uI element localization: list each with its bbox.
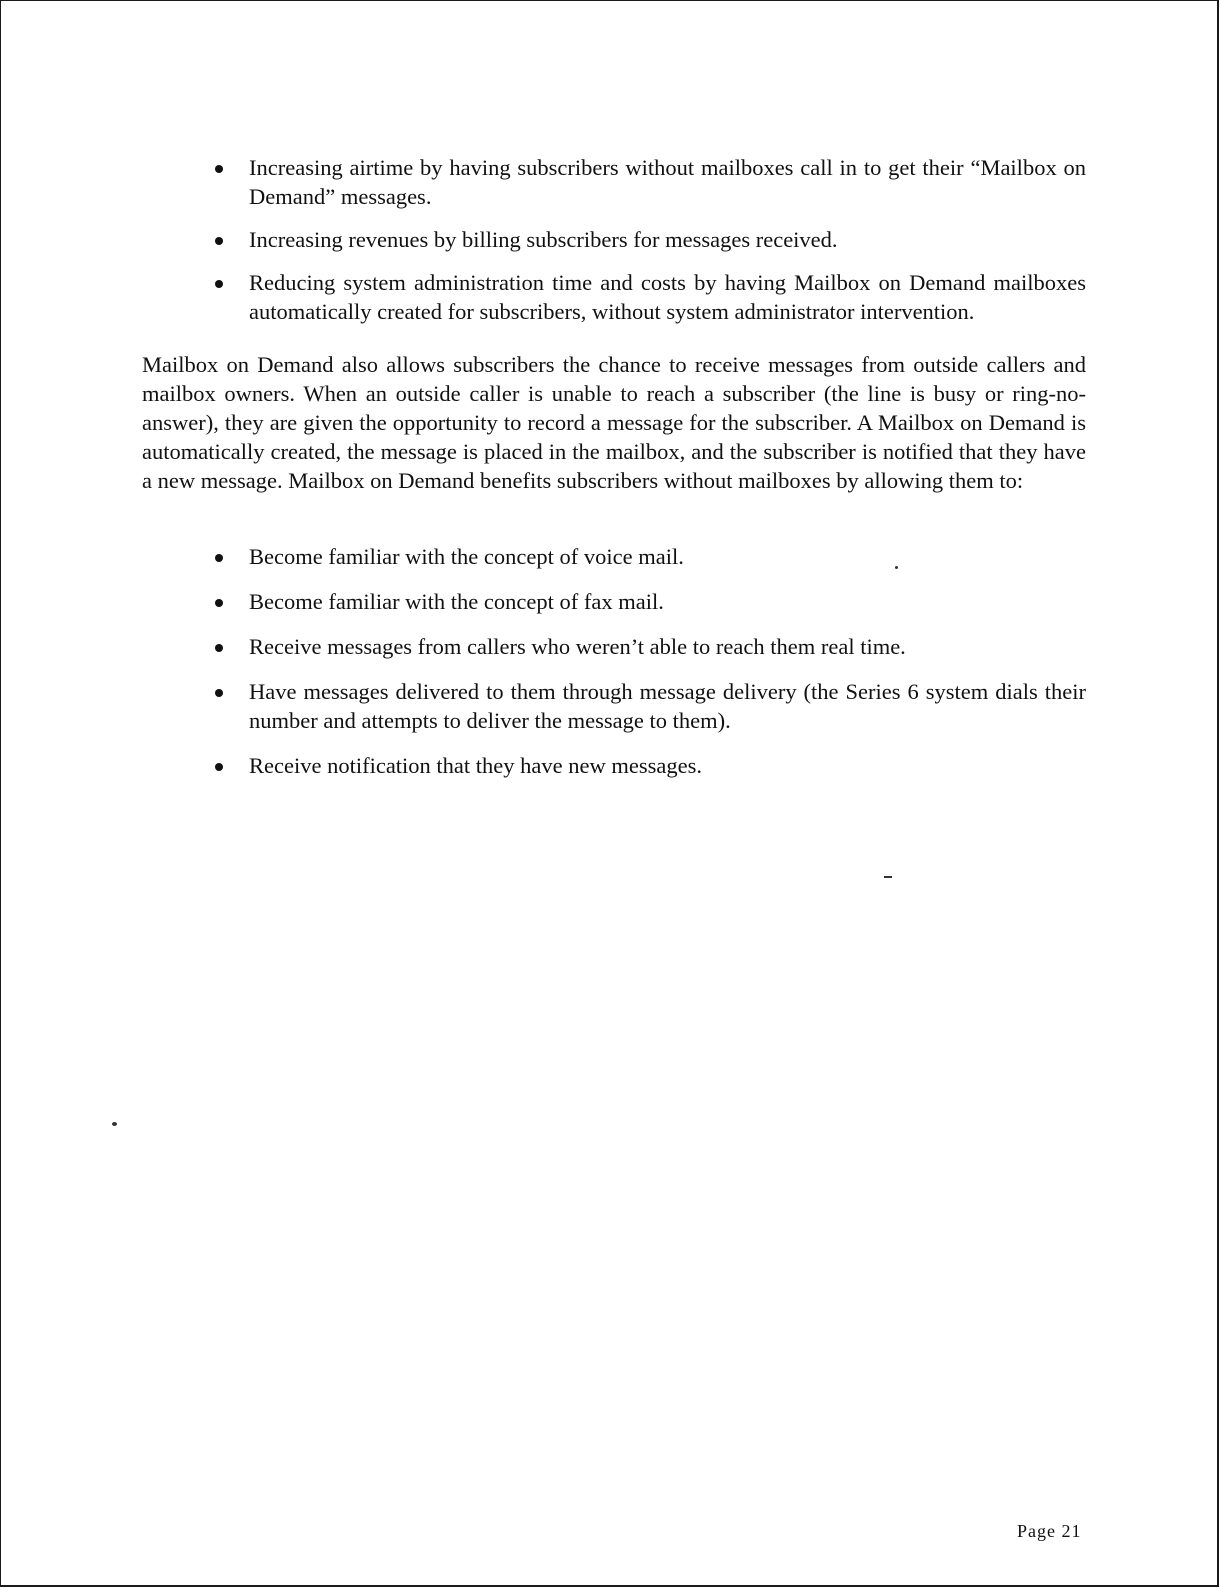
bullet-icon	[215, 599, 223, 607]
bullet-icon	[215, 165, 223, 173]
page-number: Page 21	[1017, 1521, 1082, 1541]
scan-speck	[112, 1122, 117, 1126]
list-item: Become familiar with the concept of fax mail.	[142, 587, 1086, 616]
list-item: Receive notification that they have new messages.	[142, 751, 1086, 780]
list-item: Reducing system administration time and costs by having Mailbox on Demand mailboxes automatically created for subscribers, without system administrator intervention.	[142, 268, 1086, 326]
scan-speck	[884, 876, 892, 878]
bullet-icon	[215, 689, 223, 697]
bullet-icon	[215, 237, 223, 245]
list-item: Have messages delivered to them through message delivery (the Series 6 system dials their number and attempts to deliver the message to them).	[142, 677, 1086, 735]
body-paragraph: Mailbox on Demand also allows subscribers the chance to receive messages from outside callers and mailbox owners. When an outside caller is unable to reach a subscriber (the line is busy or ring-no-answer), they are given the opportunity to record a message for the subscriber. A Mailbox on Demand is automatically created, the message is placed in the mailbox, and the subscriber is notified that they have a new message. Mailbox on Demand benefits subscribers without mailboxes by allowing them to:	[142, 352, 1086, 493]
bullet-icon	[215, 644, 223, 652]
bullet-icon	[215, 554, 223, 562]
document-body	[142, 153, 1086, 796]
list-item: Receive messages from callers who weren’t able to reach them real time.	[142, 632, 1086, 661]
benefits-list-operators	[142, 153, 1086, 326]
list-item: Increasing revenues by billing subscribers for messages received.	[142, 225, 1086, 254]
bullet-icon	[215, 763, 223, 771]
list-item: Increasing airtime by having subscribers without mailboxes call in to get their “Mailbox on Demand” messages.	[142, 153, 1086, 211]
scan-speck	[895, 566, 898, 569]
benefits-list-subscribers	[142, 542, 1086, 780]
bullet-icon	[215, 280, 223, 288]
list-item: Become familiar with the concept of voice mail.	[142, 542, 1086, 571]
